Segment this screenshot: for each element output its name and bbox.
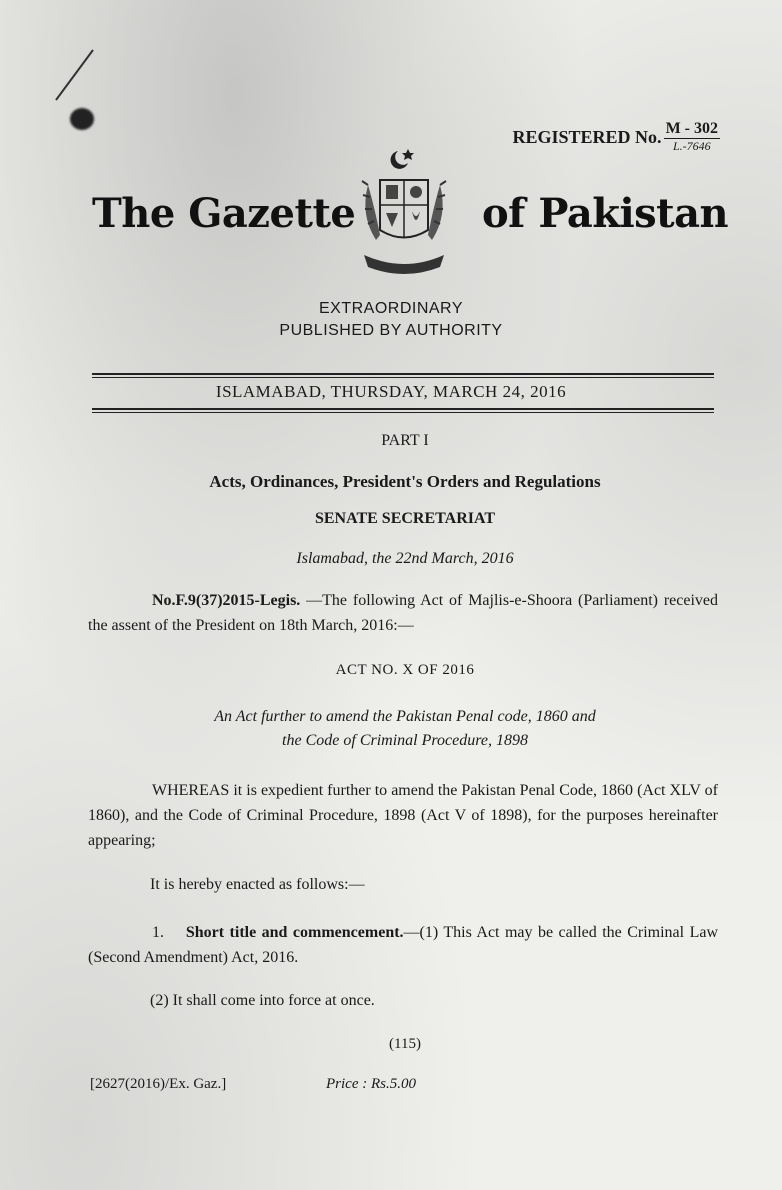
extraordinary-label: EXTRAORDINARY xyxy=(318,300,463,317)
published-by-authority: PUBLISHED BY AUTHORITY xyxy=(279,322,503,339)
section-1-text: —(1) This Act may be called the Criminal Law (Second Amendment) Act, 2016. xyxy=(88,924,718,966)
registered-num: M - 302 xyxy=(665,120,718,137)
top-rule xyxy=(92,373,714,375)
ink-blot xyxy=(70,108,94,130)
gazette-title-right: of Pakistan xyxy=(482,190,729,237)
enacting-clause: It is hereby enacted as follows:— xyxy=(150,876,365,893)
bottom-rule xyxy=(92,408,714,410)
whereas-text: it is expedient further to amend the Pakistan Penal Code, 1860 (Act XLV of 1860), and the Code of Criminal Procedure, 1898 (Act V of 1898), for the purposes hereinafter appearing; xyxy=(88,782,718,849)
place-date: Islamabad, the 22nd March, 2016 xyxy=(296,550,514,567)
notification-paragraph xyxy=(88,588,718,638)
dateline: ISLAMABAD, THURSDAY, MARCH 24, 2016 xyxy=(215,382,567,401)
gazette-reference: [2627(2016)/Ex. Gaz.] xyxy=(90,1076,227,1092)
section-1-subsection-2: (2) It shall come into force at once. xyxy=(150,992,375,1009)
section-1-number: 1. xyxy=(152,924,164,941)
preamble-paragraph xyxy=(88,778,718,853)
act-number: ACT NO. X OF 2016 xyxy=(335,662,475,678)
registered-den: L.-7646 xyxy=(672,139,711,153)
page-number: (115) xyxy=(389,1036,421,1052)
registered-number xyxy=(513,120,720,154)
notification-number: No.F.9(37)2015-Legis. xyxy=(152,592,301,609)
section-1-paragraph xyxy=(88,920,718,970)
top-rule-thin xyxy=(92,377,714,378)
registered-label: REGISTERED No. xyxy=(512,126,662,147)
senate-heading: SENATE SECRETARIAT xyxy=(314,510,496,527)
act-long-title xyxy=(80,705,730,753)
whereas-lead: WHEREAS xyxy=(152,782,230,799)
section-heading: Acts, Ordinances, President's Orders and Regulations xyxy=(209,472,601,491)
section-1-title: Short title and commencement. xyxy=(185,924,404,941)
registered-fraction xyxy=(664,120,720,154)
part-heading: PART I xyxy=(381,432,429,449)
pakistan-state-emblem-icon xyxy=(340,145,468,280)
long-title-line-1: An Act further to amend the Pakistan Penal code, 1860 and xyxy=(214,708,596,725)
notification-text: —The following Act of Majlis-e-Shoora (Parliament) received the assent of the President on 18th March, 2016:— xyxy=(88,592,719,634)
long-title-line-2: the Code of Criminal Procedure, 1898 xyxy=(282,732,528,749)
gazette-title-left: The Gazette xyxy=(92,190,356,237)
price-label: Price : Rs.5.00 xyxy=(326,1076,416,1092)
bottom-rule-thin xyxy=(92,412,714,413)
